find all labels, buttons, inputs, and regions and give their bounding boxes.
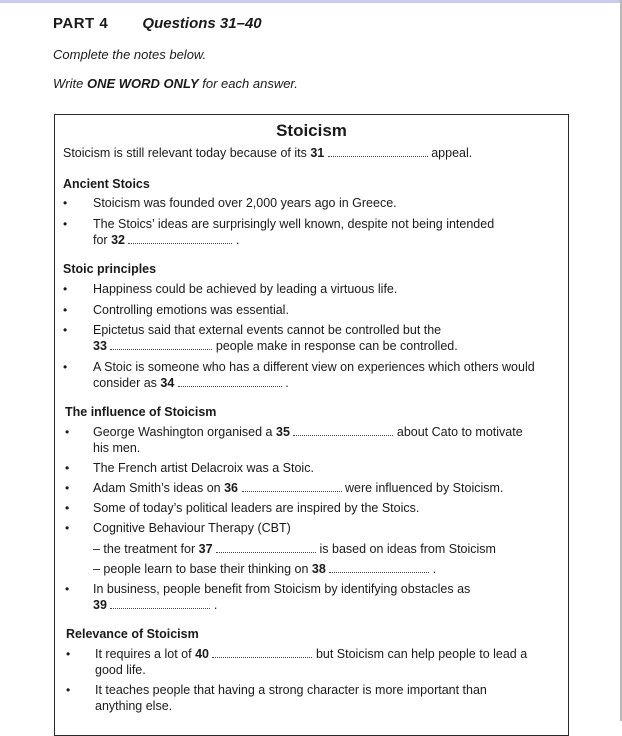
text: – people learn to base their thinking on [93,562,309,576]
bullet-icon: • [65,461,70,475]
influence-bullet-6: In business, people benefit from Stoicism by identifying obstacles as [93,582,471,596]
answer-blank-35[interactable] [293,425,393,436]
text: about Cato to motivate [396,425,523,439]
text: . [285,376,289,390]
question-number: 31 [310,146,325,160]
answer-blank-33[interactable] [110,339,212,350]
relevance-bullet-2-cont: anything else. [95,699,173,713]
notes-title: Stoicism [276,121,347,140]
cbt-sub-2 [93,562,436,576]
instruction-emphasis: ONE WORD ONLY [86,76,199,91]
part-label: PART 4 [53,15,109,32]
principles-bullet-2: Controlling emotions was essential. [93,303,289,317]
question-number: 33 [93,339,107,353]
section-ancient: Ancient Stoics [63,177,150,191]
text: consider as [93,376,157,390]
ancient-bullet-1: Stoicism was founded over 2,000 years ago in Greece. [93,196,397,210]
instruction-text: for each answer. [198,76,298,91]
intro-after: appeal. [431,146,473,160]
bullet-icon: • [63,282,68,296]
instruction-text: Write [53,76,87,91]
cbt-sub-1 [93,542,496,556]
text: Adam Smith’s ideas on [93,481,221,495]
text: . [213,598,218,612]
influence-bullet-3 [93,481,503,495]
section-relevance: Relevance of Stoicism [66,627,199,641]
principles-bullet-4-cont [93,376,289,390]
text: were influenced by Stoicism. [344,481,504,495]
text: for [93,233,108,247]
principles-bullet-1: Happiness could be achieved by leading a virtuous life. [93,282,398,296]
question-number: 32 [111,233,125,247]
section-influence: The influence of Stoicism [65,405,217,419]
text: – the treatment for [93,542,196,556]
answer-blank-34[interactable] [178,376,282,387]
question-number: 39 [93,598,107,612]
bullet-icon: • [65,501,70,515]
answer-blank-36[interactable] [242,481,342,492]
bullet-icon: • [63,217,68,231]
bullet-icon: • [66,683,71,697]
influence-bullet-5: Cognitive Behaviour Therapy (CBT) [93,521,291,535]
answer-blank-37[interactable] [216,542,316,553]
ancient-bullet-2: The Stoics’ ideas are surprisingly well known, despite not being intended [93,217,495,231]
instruction-line-1: Complete the notes below. [53,47,207,62]
text: George Washington organised a [93,425,273,439]
answer-blank-31[interactable] [328,146,428,157]
answer-blank-40[interactable] [212,647,312,658]
influence-bullet-1-cont: his men. [93,441,141,455]
bullet-icon: • [63,323,68,337]
text: . [235,233,240,247]
bullet-icon: • [63,303,68,317]
bullet-icon: • [65,425,70,439]
relevance-bullet-1-cont: good life. [95,663,146,677]
ancient-bullet-2-cont [93,233,239,247]
answer-blank-39[interactable] [110,598,210,609]
principles-bullet-3-cont [93,339,458,353]
answer-blank-32[interactable] [128,233,232,244]
principles-bullet-3: Epictetus said that external events cannot be controlled but the [93,323,442,337]
text: . [432,562,437,576]
influence-bullet-2: The French artist Delacroix was a Stoic. [93,461,314,475]
bullet-icon: • [65,481,70,495]
questions-label: Questions 31–40 [142,15,262,32]
bullet-icon: • [65,582,70,596]
answer-blank-38[interactable] [329,562,429,573]
text: people make in response can be controlled. [215,339,458,353]
section-principles: Stoic principles [63,262,157,276]
intro-line [63,146,472,160]
question-number: 36 [224,481,239,495]
instruction-line-2 [53,76,298,91]
bullet-icon: • [65,521,70,535]
relevance-bullet-2: It teaches people that having a strong character is more important than [95,683,487,697]
text: but Stoicism can help people to lead a [315,647,528,661]
top-border [0,0,622,3]
influence-bullet-6-cont [93,598,217,612]
text: is based on ideas from Stoicism [319,542,496,556]
intro-text: Stoicism is still relevant today because of its [63,146,307,160]
question-number: 40 [195,647,209,661]
influence-bullet-1 [93,425,523,439]
question-number: 35 [276,425,290,439]
notes-box [54,114,569,736]
influence-bullet-4: Some of today’s political leaders are inspired by the Stoics. [93,501,420,515]
question-number: 37 [198,542,213,556]
bullet-icon: • [63,196,68,210]
text: It requires a lot of [95,647,192,661]
question-number: 38 [311,562,326,576]
question-number: 34 [160,376,175,390]
bullet-icon: • [63,360,68,374]
bullet-icon: • [66,647,71,661]
page-header [53,15,262,32]
relevance-bullet-1 [95,647,527,661]
principles-bullet-4: A Stoic is someone who has a different view on experiences which others would [93,360,535,374]
